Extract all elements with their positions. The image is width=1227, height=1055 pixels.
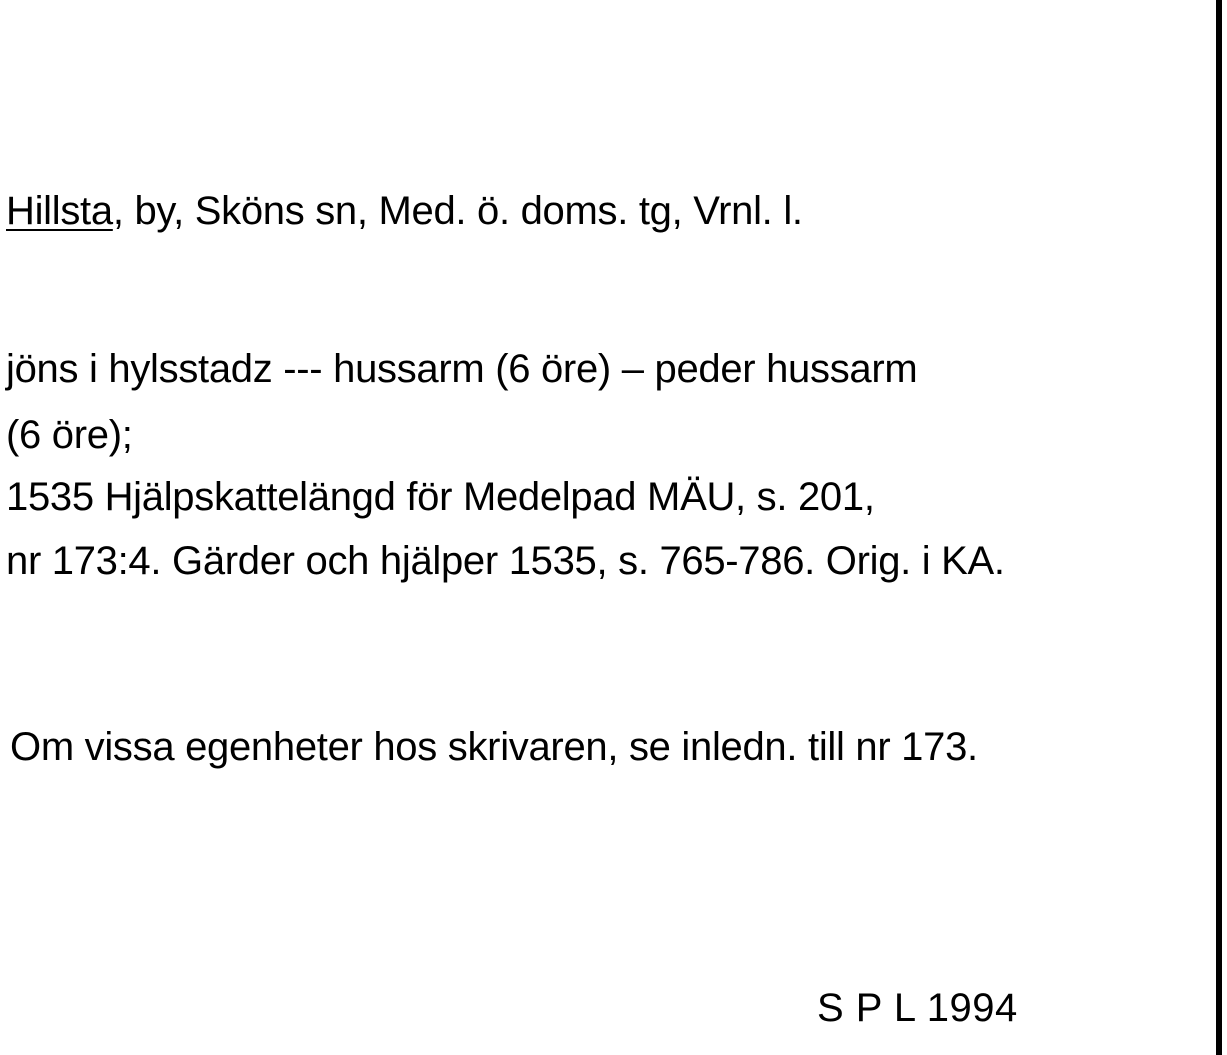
- signature: S P L 1994: [817, 986, 1018, 1030]
- record-line-4: nr 173:4. Gärder och hjälper 1535, s. 765-786. Orig. i KA.: [6, 539, 1005, 583]
- card-right-border: [1216, 0, 1222, 1055]
- record-line-3: 1535 Hjälpskattelängd för Medelpad MÄU, s. 201,: [6, 475, 875, 519]
- scribe-note: Om vissa egenheter hos skrivaren, se inledn. till nr 173.: [10, 725, 978, 769]
- record-line-2: (6 öre);: [6, 413, 133, 457]
- place-name: Hillsta: [6, 189, 113, 233]
- place-details: , by, Sköns sn, Med. ö. doms. tg, Vrnl. l.: [112, 189, 803, 233]
- heading-line: [6, 188, 803, 234]
- record-line-1: jöns i hylsstadz --- hussarm (6 öre) – peder hussarm: [6, 347, 918, 391]
